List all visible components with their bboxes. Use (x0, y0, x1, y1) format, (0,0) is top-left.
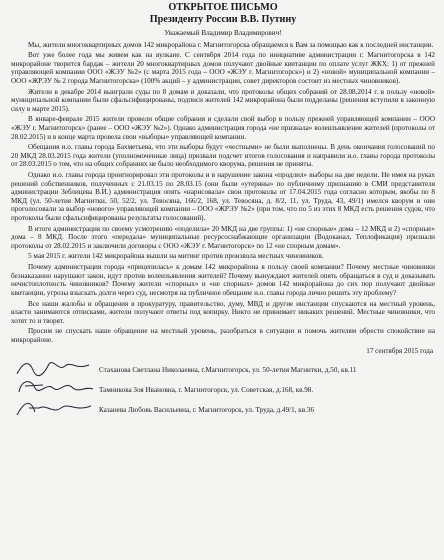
paragraph: Все наши жалобы и обращения в прокуратуру, правительство, думу, МВД и другие инстанции спускаются на местный уровень, власти занимаются отписками, жители получают ответы под копирку. Никто не принимает никаких решений. Местные чиновники, что хотят то и творят. (11, 299, 435, 325)
signature-line: Казанева Любовь Васильевна, г. Магнитогорск, ул. Труда, д.49/1, кв.36 (99, 405, 315, 414)
paragraph: Просим не спускать наше обращение на местный уровень, разобраться в ситуации и помочь жителям обрести спокойствие на микрорайоне. (11, 327, 435, 344)
handwritten-signature (13, 356, 95, 378)
paragraph: 5 мая 2015 г. жители 142 микрорайона вышли на митинг против произвола местных чиновников. (28, 252, 324, 261)
signature-block (11, 358, 435, 418)
signature-line: Стаханова Светлана Николаевна, г.Магнитогорск, ул. 50-летия Магнитки, д.50, кв.11 (99, 365, 357, 374)
paragraph: Однако и.о. главы города проигнорировал эти протоколы и в нарушение закона «продлил» выборы на две недели. Не имея на руках решений собственников, полученных с 21.03.15 по 28.03.15 (они были «утеряны» по публичному признанию в СМИ представителя администрации Зеблицева В.И.) администрация опять «нарисовала» свои протоколы от 17.04.2015 года согласно которым, якобы по 8 МКД (ул. 50-летия Магнитки, 50, 52/2, ул. Тевосяна, 166/2, 168, ул. Тевосяна, д. 8/2, 11, ул. Труда, 43, 49/1) имелся кворум и они проголосовали за выбор «нового» управляющей компании – ООО «ЖРЭУ №2» (при том, что по 5 из этих 8 МКД есть решения судов, что протоколы были сфальсифицированы результаты голосований). (11, 171, 435, 222)
letter-salutation: Уважаемый Владимир Владимирович! (164, 29, 282, 37)
paragraph: В итоге администрация по своему усмотрению «поделила» 20 МКД на две группы: 1) «не спорные» дома – 12 МКД и 2) «спорные» дома – 8 МКД. После этого «передала» муниципальные ресурсоснабжающие организации (Водоканал, Теплофикация) признали протоколы от 28.02.2015 и заключили договоры с ООО «ЖЭУ г. Магнитогорск» по 12 «не спорным домам». (11, 224, 435, 250)
signature-line: Тамникова Зоя Ивановна, г. Магнитогорск, ул. Советская, д.168, кв.98. (99, 385, 314, 394)
paragraph: Жители в декабре 2014 выиграли суды по 8 домам и доказали, что протоколы общих собраний от 28.08.2014 г. в пользу «новой» муниципальной компании были сфальсифицированы, подписи жителей 142 микрорайона были подделаны (решения вступили в законную силу в марте 2015). (11, 87, 435, 113)
signature-row (11, 378, 435, 398)
letter-date: 17 сентября 2015 года (366, 346, 433, 355)
paragraph: Обещания и.о. главы города Бахметьева, что эти выборы будут «честными» не были выполнены. В день окончания голосований по 20 МКД 28.03.2015 года жители (уполномоченные лица) призвали подсчет итогов голосования и направили и.о. главы города протоколы от 28.03.2015 о том, что на общих собраниях не было необходимого кворума, решения не приняты. (11, 143, 435, 169)
signature-row (11, 358, 435, 378)
letter-title: ОТКРЫТОЕ ПИСЬМО (168, 2, 278, 13)
handwritten-signature (13, 396, 95, 418)
paragraph: Мы, жители многоквартирных домов 142 микрорайона г. Магнитогорска обращаемся к Вам за помощью как к последней инстанции. (28, 40, 434, 49)
paragraph: В январе-феврале 2015 жители провели общие собрания и сделали свой выбор в пользу прежней управляющей компании – ООО «ЖЭУ г. Магнитогорск» (ранее – ООО «ЖЭУ №2»). Однако администрация города «не признала» волеизъявление жителей (протоколы от 28.02.2015) и в конце марта провела свои «выборы» управляющей компании. (11, 115, 435, 141)
letter-body (11, 41, 435, 345)
paragraph: Вот уже более года мы живем как на вулкане. С сентября 2014 года по инициативе администрации г. Магнитогорска в 142 микрорайоне творится бардак – жители 20 многоквартирных домов получают двойные квитанции по оплате услуг ЖКХ: 1) от прежней управляющей компании ООО «ЖЭУ №2» (с марта 2015 года – ООО «ЖЭУ г. Магнитогорск») и 2) «новой» муниципальной компании – ООО «ЖРЭУ № 2 города Магнитогорска» (100% акций – у администрации, совет директоров состоит из местных чиновников). (11, 51, 435, 85)
signature-row (11, 398, 435, 418)
handwritten-signature (13, 376, 95, 398)
paragraph: Почему администрация города «прицепилась» к домам 142 микрорайона в пользу своей компании? Почему местные чиновники безнаказанно нарушают закон, идут против волеизъявления жителей? Почему вынуждают жителей опять обращаться в суд и доказывать нечистоплотность чиновников? Почему жители «спорных» и «не спорных» домов 142 микрорайона до сих пор получают двойные квитанции, угрозы взыскать долги через суд, несмотря на публичное обещание и.о. главы города лично решить эту проблему? (11, 263, 435, 297)
letter-recipient: Президенту России В.В. Путину (149, 14, 297, 25)
